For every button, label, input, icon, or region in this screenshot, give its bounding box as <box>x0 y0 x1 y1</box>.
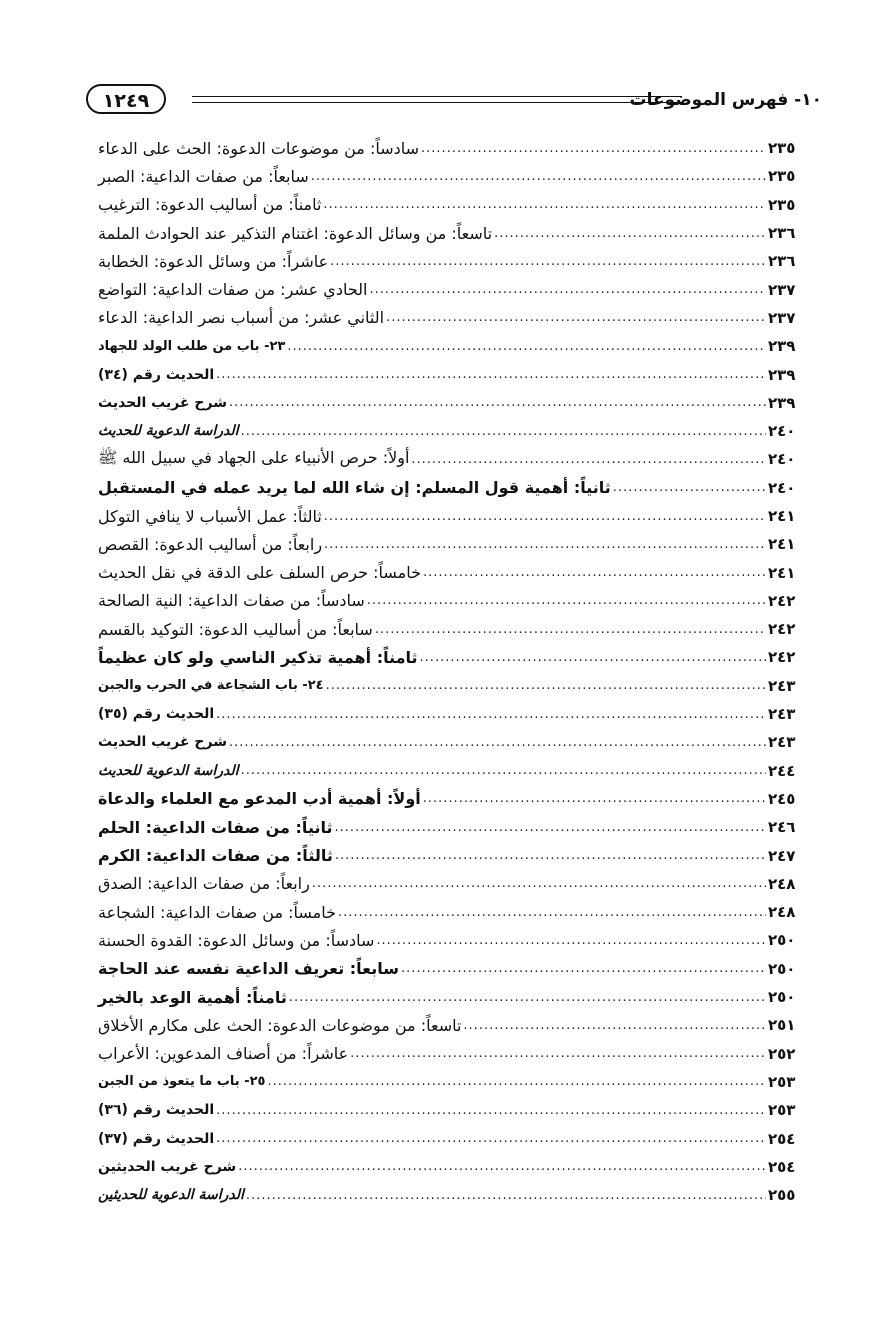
dot-leader <box>335 820 767 835</box>
toc-entry-page: ٢٤١ <box>768 507 796 525</box>
toc-entry <box>92 134 814 162</box>
toc-entry-title: شرح غريب الحديثين <box>98 1158 237 1175</box>
header-rule <box>192 96 682 103</box>
toc-entry-page: ٢٤١ <box>768 563 796 582</box>
dot-leader <box>216 707 766 722</box>
toc-entry-title: ثانياً: من صفات الداعية: الحلم <box>98 817 333 837</box>
toc-entry-title: سادساً: من صفات الداعية: النية الصالحة <box>98 591 365 611</box>
toc-entry <box>92 983 814 1011</box>
toc-entry-title: ثالثاً: من صفات الداعية: الكرم <box>98 846 333 866</box>
toc-entry-title: عاشراً: من وسائل الدعوة: الخطابة <box>98 251 329 271</box>
toc-entry-title: الحادي عشر: من صفات الداعية: التواضع <box>98 280 368 300</box>
toc-entry <box>92 389 814 417</box>
toc-entry-title: ٢٤- باب الشجاعة في الحرب والجبن <box>98 678 324 694</box>
dot-leader <box>246 1188 766 1203</box>
toc-entry-page: ٢٤٤ <box>768 761 796 780</box>
toc-entry-title: سادساً: من موضوعات الدعوة: الحث على الدعاء <box>98 138 420 158</box>
dot-leader <box>401 961 766 976</box>
toc-entry-page: ٢٥١ <box>768 1016 796 1035</box>
toc-entry <box>92 728 814 756</box>
dot-leader <box>423 791 766 806</box>
toc-entry-page: ٢٥٤ <box>768 1157 796 1176</box>
page-number: ١٢٤٩ <box>86 84 166 114</box>
dot-leader <box>421 141 766 156</box>
dot-leader <box>267 1074 766 1089</box>
toc-entry-page: ٢٤١ <box>768 535 796 554</box>
dot-leader <box>241 424 766 439</box>
toc-entry-page: ٢٤٣ <box>768 733 796 752</box>
toc-entry-page: ٢٤٢ <box>768 591 796 610</box>
dot-leader <box>613 480 766 495</box>
dot-leader <box>375 622 766 637</box>
toc-entry <box>92 757 814 785</box>
toc-entry <box>92 926 814 954</box>
dot-leader <box>238 1159 766 1174</box>
dot-leader <box>216 367 766 382</box>
toc-entry-title: خامساً: من صفات الداعية: الشجاعة <box>98 902 337 922</box>
toc-entry <box>92 700 814 728</box>
table-of-contents <box>92 134 814 1209</box>
toc-entry <box>92 417 814 445</box>
dot-leader <box>330 254 766 269</box>
dot-leader <box>241 763 766 778</box>
dot-leader <box>369 282 766 297</box>
toc-entry <box>92 474 814 502</box>
toc-entry-page: ٢٤٦ <box>768 818 796 837</box>
toc-entry-page: ٢٥٠ <box>768 959 796 978</box>
toc-entry-page: ٢٣٥ <box>768 139 796 158</box>
dot-leader <box>323 197 766 212</box>
toc-entry <box>92 162 814 190</box>
dot-leader <box>324 537 766 552</box>
toc-entry-page: ٢٥٥ <box>768 1186 796 1205</box>
toc-entry-page: ٢٥٤ <box>768 1129 796 1148</box>
toc-entry-title: ثامناً: من أساليب الدعوة: الترغيب <box>98 195 322 215</box>
toc-entry <box>92 813 814 841</box>
toc-entry-page: ٢٥٠ <box>768 931 796 950</box>
toc-entry-page: ٢٥٠ <box>768 988 796 1007</box>
dot-leader <box>311 169 766 184</box>
toc-entry-page: ٢٤٠ <box>768 478 796 497</box>
toc-entry-page: ٢٣٥ <box>768 195 796 214</box>
toc-entry <box>92 1040 814 1068</box>
toc-entry-page: ٢٤٧ <box>768 846 796 865</box>
dot-leader <box>216 1131 766 1146</box>
toc-entry <box>92 191 814 219</box>
toc-entry <box>92 1124 814 1152</box>
toc-entry <box>92 587 814 615</box>
toc-entry <box>92 615 814 643</box>
toc-entry <box>92 955 814 983</box>
toc-entry-page: ٢٤٠ <box>768 450 796 469</box>
toc-entry-page: ٢٣٩ <box>768 365 796 384</box>
toc-entry-page: ٢٤٣ <box>768 676 796 695</box>
dot-leader <box>229 735 766 750</box>
dot-leader <box>350 1046 766 1061</box>
dot-leader <box>420 650 766 665</box>
toc-entry-title: الدراسة الدعوية للحديث <box>98 762 239 779</box>
toc-entry-page: ٢٤٥ <box>768 789 796 808</box>
dot-leader <box>324 509 766 524</box>
toc-entry <box>92 275 814 303</box>
toc-entry-page: ٢٣٧ <box>768 280 796 299</box>
toc-entry-page: ٢٣٩ <box>768 337 796 356</box>
toc-chapter-heading <box>92 1068 814 1096</box>
dot-leader <box>367 593 766 608</box>
toc-entry-title: عاشراً: من أصناف المدعوين: الأعراب <box>98 1044 349 1064</box>
toc-entry <box>92 841 814 869</box>
toc-entry <box>92 870 814 898</box>
toc-entry <box>92 360 814 388</box>
dot-leader <box>338 905 766 920</box>
toc-entry-title: سابعاً: من صفات الداعية: الصبر <box>98 166 309 186</box>
toc-entry-title: الحديث رقم (٣٦) <box>98 1102 215 1119</box>
toc-entry-page: ٢٥٣ <box>768 1072 796 1091</box>
toc-entry-title: الحديث رقم (٣٧) <box>98 1130 215 1147</box>
toc-entry <box>92 247 814 275</box>
toc-entry-title: سابعاً: تعريف الداعية نفسه عند الحاجة <box>98 959 399 979</box>
toc-entry <box>92 502 814 530</box>
dot-leader <box>287 339 766 354</box>
dot-leader <box>423 565 766 580</box>
toc-entry-page: ٢٥٢ <box>768 1044 796 1063</box>
toc-entry-title: تاسعاً: من موضوعات الدعوة: الحث على مكارم الأخلاق <box>98 1015 462 1035</box>
toc-entry-page: ٢٣٧ <box>768 308 796 327</box>
toc-entry-title: أولاً: حرص الأنبياء على الجهاد في سبيل الله ﷺ <box>98 447 410 467</box>
toc-entry-page: ٢٤٨ <box>768 874 796 893</box>
dot-leader <box>335 848 766 863</box>
page-header <box>86 84 822 120</box>
toc-entry <box>92 1096 814 1124</box>
toc-entry-title: الحديث رقم (٣٤) <box>98 366 215 383</box>
toc-chapter-heading <box>92 332 814 360</box>
toc-entry-title: ثالثاً: عمل الأسباب لا ينافي التوكل <box>98 506 322 526</box>
dot-leader <box>289 990 766 1005</box>
toc-entry <box>92 219 814 247</box>
toc-entry-title: ٢٥- باب ما يتعوذ من الجبن <box>98 1074 266 1090</box>
dot-leader <box>326 678 766 693</box>
toc-entry <box>92 643 814 671</box>
toc-entry-title: سادساً: من وسائل الدعوة: القدوة الحسنة <box>98 930 375 950</box>
toc-entry <box>92 304 814 332</box>
toc-entry-title: ثانياً: أهمية قول المسلم: إن شاء الله لما يريد عمله في المستقبل <box>98 478 611 498</box>
toc-entry-title: تاسعاً: من وسائل الدعوة: اغتنام التذكير عند الحوادث الملمة <box>98 223 493 243</box>
toc-entry-page: ٢٣٥ <box>768 167 796 186</box>
toc-entry <box>92 445 814 473</box>
toc-entry-title: رابعاً: من صفات الداعية: الصدق <box>98 874 310 894</box>
toc-entry-title: خامساً: حرص السلف على الدقة في نقل الحديث <box>98 563 421 583</box>
dot-leader <box>229 395 766 410</box>
toc-entry-page: ٢٣٦ <box>768 252 796 271</box>
toc-entry-title: رابعاً: من أساليب الدعوة: القصص <box>98 534 323 554</box>
toc-entry <box>92 1181 814 1209</box>
toc-entry-title: أولاً: أهمية أدب المدعو مع العلماء والدعاة <box>98 789 421 809</box>
toc-entry-title: الدراسة الدعوية للحديثين <box>98 1187 244 1204</box>
dot-leader <box>494 226 766 241</box>
toc-entry <box>92 898 814 926</box>
toc-entry-page: ٢٤٢ <box>768 648 796 667</box>
toc-entry-page: ٢٤٢ <box>768 620 796 639</box>
dot-leader <box>216 1103 766 1118</box>
toc-entry-title: ثامناً: أهمية تذكير الناسي ولو كان عظيماً <box>98 647 418 667</box>
dot-leader <box>312 876 766 891</box>
toc-entry-title: ثامناً: أهمية الوعد بالخير <box>98 987 287 1007</box>
toc-chapter-heading <box>92 672 814 700</box>
dot-leader <box>386 310 766 325</box>
header-title: ١٠- فهرس الموضوعات <box>629 90 822 110</box>
dot-leader <box>463 1018 766 1033</box>
toc-entry-title: شرح غريب الحديث <box>98 734 227 751</box>
toc-entry-page: ٢٣٦ <box>768 224 796 243</box>
toc-entry-title: ٢٣- باب من طلب الولد للجهاد <box>98 338 286 354</box>
toc-entry-title: الثاني عشر: من أسباب نصر الداعية: الدعاء <box>98 308 385 328</box>
toc-entry <box>92 1153 814 1181</box>
toc-entry-title: الحديث رقم (٣٥) <box>98 706 215 723</box>
toc-entry-page: ٢٤٨ <box>768 903 796 922</box>
toc-entry-page: ٢٤٠ <box>768 422 796 441</box>
dot-leader <box>376 933 766 948</box>
dot-leader <box>411 452 766 467</box>
toc-entry-page: ٢٣٩ <box>768 393 796 412</box>
toc-entry-title: الدراسة الدعوية للحديث <box>98 423 239 440</box>
toc-entry <box>92 1011 814 1039</box>
toc-entry-title: سابعاً: من أساليب الدعوة: التوكيد بالقسم <box>98 619 373 639</box>
toc-entry-title: شرح غريب الحديث <box>98 394 227 411</box>
toc-entry-page: ٢٤٣ <box>768 705 796 724</box>
toc-entry-page: ٢٥٣ <box>768 1101 796 1120</box>
toc-entry <box>92 785 814 813</box>
toc-entry <box>92 558 814 586</box>
toc-entry <box>92 530 814 558</box>
